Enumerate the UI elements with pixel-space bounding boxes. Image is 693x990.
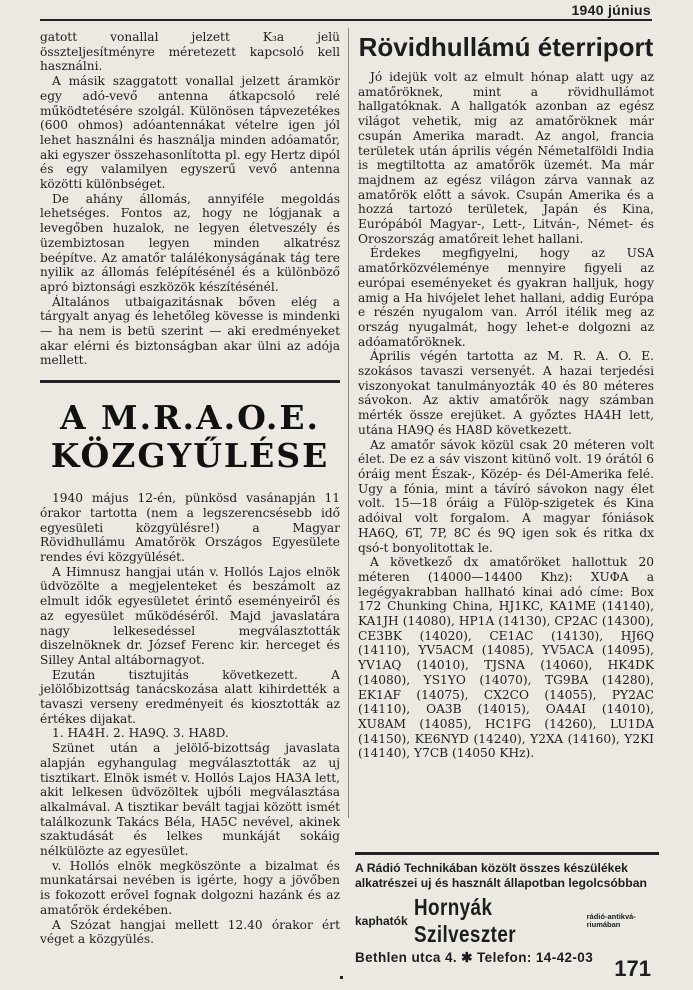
results-line: 1. HA4H. 2. HA9Q. 3. HA8D. (52, 726, 229, 741)
advertisement (355, 852, 659, 966)
paragraph: Érdekes megfigyelni, hogy az USA amatőrközvéleménye mennyire figyeli az európai eseményeket és gyakran halljuk, hogy amig a Ha hivójelet lehet hallani, addig Európa e részén nyugalom van. Arról itélik meg az ország nyugalmát, hogy lehet-e dolgozni az adóamatőröknek. (358, 246, 654, 349)
ad-tiny-text: rádió-antikvá-riumában (586, 911, 636, 929)
paragraph: Általános utbaigazitásnak bőven elég a tárgyalt anyag és lehetőleg kövesse is mindenki — ha nem is betü szerint — aki eredményeket akar elérni és biztonságban akar ülni az adója mellett. (40, 294, 340, 368)
paragraph: v. Hollós elnök megköszönte a bizalmat és munkatársai nevében is igérte, hogy a jövőben is fokozott erővel fognak dolgozni hazánk és az amatőrök érdekében. (40, 858, 340, 917)
page-number: 171 (614, 956, 651, 981)
issue-date: 1940 június (571, 2, 651, 18)
ad-row (355, 894, 659, 948)
paragraph: A Himnusz hangjai után v. Hollós Lajos elnök üdvözölte a megjelenteket és beszámolt az elmult idők egyesületet érintő eseményeiről és az egyesület működéséről. Majd javaslatára nagy lelkesedéssel megválasztották diszelnöknek dr. József Ferenc kir. herceget és Silley Antal altábornagyot. (40, 564, 340, 667)
paragraph: A Szózat hangjai mellett 12.40 órakor ért véget a közgyülés. (40, 917, 340, 947)
article-title-line: KÖZGYŰLÉSE (50, 436, 330, 476)
column-divider (348, 28, 349, 818)
header-rule (40, 19, 652, 21)
ad-address: Bethlen utca 4. ✱ Telefon: 14-42-03 (355, 950, 594, 965)
paragraph: De ahány állomás, annyiféle megoldás lehetséges. Fontos az, hogy ne lógjanak a levegőben huzalok, ne legyen életveszély és üzembiztosan legyen minden alkatrész beépítve. Az amatőr találékonyságának tág tere nyilik az állomás felépítésénél és a különböző apró biztonsági eszközök készítésénél. (40, 191, 340, 294)
paragraph: A másik szaggatott vonallal jelzett áramkör egy adó-vevő antenna átkapcsoló relé működtetésére szolgál. Különösen tápvezetékes (600 ohmos) adóantennákat vételre igen jól lehet használni és használja minden adóamatőr, aki egyszer összehasonlította pl. egy Hertz dipól és egy valamilyen egyszerű vevő antenna közötti különbséget. (40, 74, 340, 192)
paragraph: Ezután tisztujitás következett. A jelölőbizottság tanácskozása alatt kihirdették a tavaszi verseny eredményeit és kiosztották az értékes dijakat. (40, 667, 340, 726)
article-title-line: A M.R.A.O.E. (59, 398, 321, 438)
paragraph: 1940 május 12-én, pünkösd vasánapján 11 órakor tartotta (nem a legszerencsésebb idő egyesületi közgyülésre!) a Magyar Rövidhullámu Amatőrök Országos Egyesülete rendes évi közgyülését. (40, 491, 340, 564)
paragraph: Az amatőr sávok közül csak 20 méteren volt élet. De ez a sáv viszont kitünő volt. 19 órától 6 óráig ment Észak-, Közép- és Dél-Amerika felé. Ugy a fónia, mint a távíró sávokon nagy élet volt. 15—18 óráig a Fülöp-szigetek és Kina adóival volt forgalom. A magyar fóniások HA6Q, 6T, 7P, 8C és 9Q igen sok és ritka dx qsó-t bonyolitottak le. (358, 437, 654, 555)
ad-text: A Rádió Technikában közölt összes készülékek alkatrészei uj és használt állapotban legolcsóbban (355, 861, 647, 890)
paragraph: Jó idejük volt az elmult hónap alatt ugy az amatőröknek, mint a rövidhullámot hallgatóknak. A hallgatók azonban az egész világot vehetik, mig az amatőröknek már csupán Amerika maradt. Az angol, francia területek után április végén Németalföldi India is megtiltotta az amatőrök üzemét. Ma már majdnem az egész világon zárva vannak az amatőrök előtt a sávok. Csupán Amerika és a hozzá tartozó területek, Japán és Kina, Európából Magyar-, Lett-, Litván-, Német- és Oroszország amatőreit lehet hallani. (358, 70, 654, 246)
paragraph: Április végén tartotta az M. R. A. O. E. szokásos tavaszi versenyét. A hazai terjedési viszonyokat tanulmányozták 40 és 80 méteres sávokon. Az aktiv amatőrök nagy számban mérték össze erejüket. A győztes HA4H lett, utána HA9Q és HA8D következett. (358, 349, 654, 437)
paragraph: A következő dx amatőröket hallottuk 20 méteren (14000—14400 Khz): XUΦA a legégyakrabban hallható kinai adó címe: Box 172 Chunking China, HJ1KC, KA1ME (14140), KA1JH (14080), HP1A (14130), CP2AC (14300), CE3BK (14020), CE1AC (14130), HJ6Q (14110), YV5ACM (14085), YV5ACA (14095), YV1AQ (14010), TJSNA (14060), HK4DK (14080), YS1YO (14070), TG9BA (14280), EK1AF (14075), CX2CO (14055), PY2AC (14110), OA3B (14015), OA4AI (14010), XU8AM (14085), HC1FG (14260), LU1DA (14150), KE6NYD (14240), Y2XA (14160), Y2KI (14140), Y7CB (14050 KHz). (358, 555, 654, 761)
ad-kaphatok: kaphatók (355, 914, 408, 928)
left-column (40, 30, 340, 947)
print-dot (340, 976, 343, 979)
article-title: Rövidhullámú éterriport (358, 32, 654, 62)
paragraph: gatott vonallal jelzett K₃a jelü összteljesítményre méretezett kapcsoló kell használni. (40, 30, 340, 74)
right-column (358, 32, 654, 761)
article-title (40, 399, 340, 475)
ad-shop-name: Hornyák Szilveszter (413, 894, 516, 947)
section-separator (40, 380, 340, 383)
paragraph: Szünet után a jelölő-bizottság javaslata alapján egyhangulag megválasztották az uj tisztikart. Elnök ismét v. Hollós Lajos HA3A lett, akit lelkesen üdvözöltek ujbóli megválasztása alkalmával. A tisztikar bevált tagjai között ismét találkozunk Takács Béla, HA5C nevével, akinek szaktudását és lelkes munkáját sokáig nélkülözte az egyesület. (40, 741, 340, 859)
